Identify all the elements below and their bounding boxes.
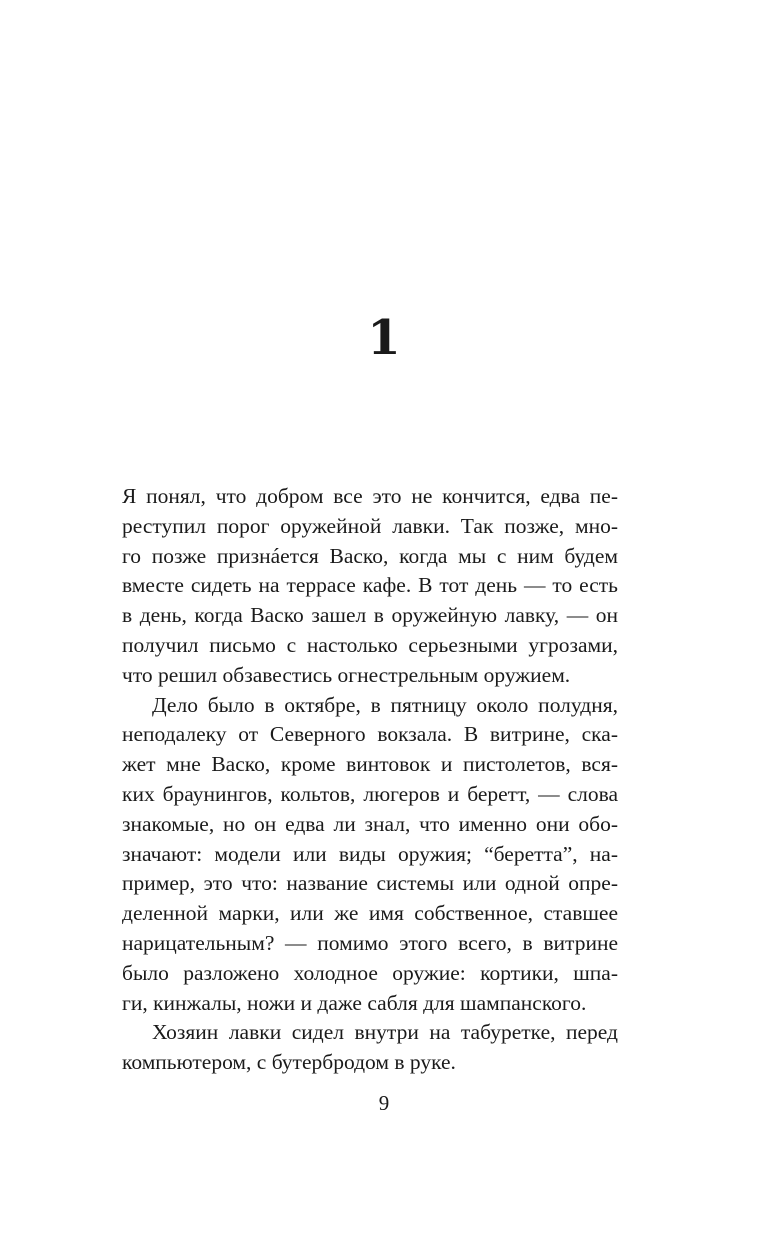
text-line: Дело было в октябре, в пятницу около полудня, xyxy=(152,692,618,717)
text-line: реступил порог оружейной лавки. Так позже, мно- xyxy=(122,513,618,538)
text-line: го позже признáется Васко, когда мы с ним будем xyxy=(122,543,618,568)
text-line: деленной марки, или же имя собственное, ставшее xyxy=(122,901,618,926)
text-line: нарицательным? — помимо этого всего, в витрине xyxy=(122,930,618,955)
text-line: в день, когда Васко зашел в оружейную лавку, — он xyxy=(122,603,618,628)
text-line: Я понял, что добром все это не кончится, едва пе- xyxy=(122,484,618,508)
text-line: компьютером, с бутербродом в руке. xyxy=(122,1050,456,1075)
chapter-number: 1 xyxy=(367,310,401,366)
text-line: неподалеку от Северного вокзала. В витрине, ска- xyxy=(122,722,618,747)
text-line: получил письмо с настолько серьезными угрозами, xyxy=(122,632,618,657)
text-line: пример, это что: название системы или одной опре- xyxy=(122,871,618,896)
paragraph xyxy=(122,1018,618,1078)
page-number: 9 xyxy=(378,1091,390,1115)
text-line: жет мне Васко, кроме винтовок и пистолетов, вся- xyxy=(122,752,618,777)
body-text xyxy=(122,482,618,1078)
text-line: ких браунингов, кольтов, люгеров и беретт, — слова xyxy=(122,781,618,806)
text-line: значают: модели или виды оружия; “беретта”, на- xyxy=(122,841,618,866)
text-line: было разложено холодное оружие: кортики, шпа- xyxy=(122,960,618,985)
text-line: вместе сидеть на террасе кафе. В тот день — то есть xyxy=(122,573,618,598)
paragraph xyxy=(122,482,618,691)
text-line: знакомые, но он едва ли знал, что именно они обо- xyxy=(122,811,618,836)
paragraph xyxy=(122,691,618,1019)
text-line: что решил обзавестись огнестрельным оружием. xyxy=(122,662,571,687)
text-line: Хозяин лавки сидел внутри на табуретке, перед xyxy=(152,1020,618,1045)
text-line: ги, кинжалы, ножи и даже сабля для шампанского. xyxy=(122,990,587,1015)
